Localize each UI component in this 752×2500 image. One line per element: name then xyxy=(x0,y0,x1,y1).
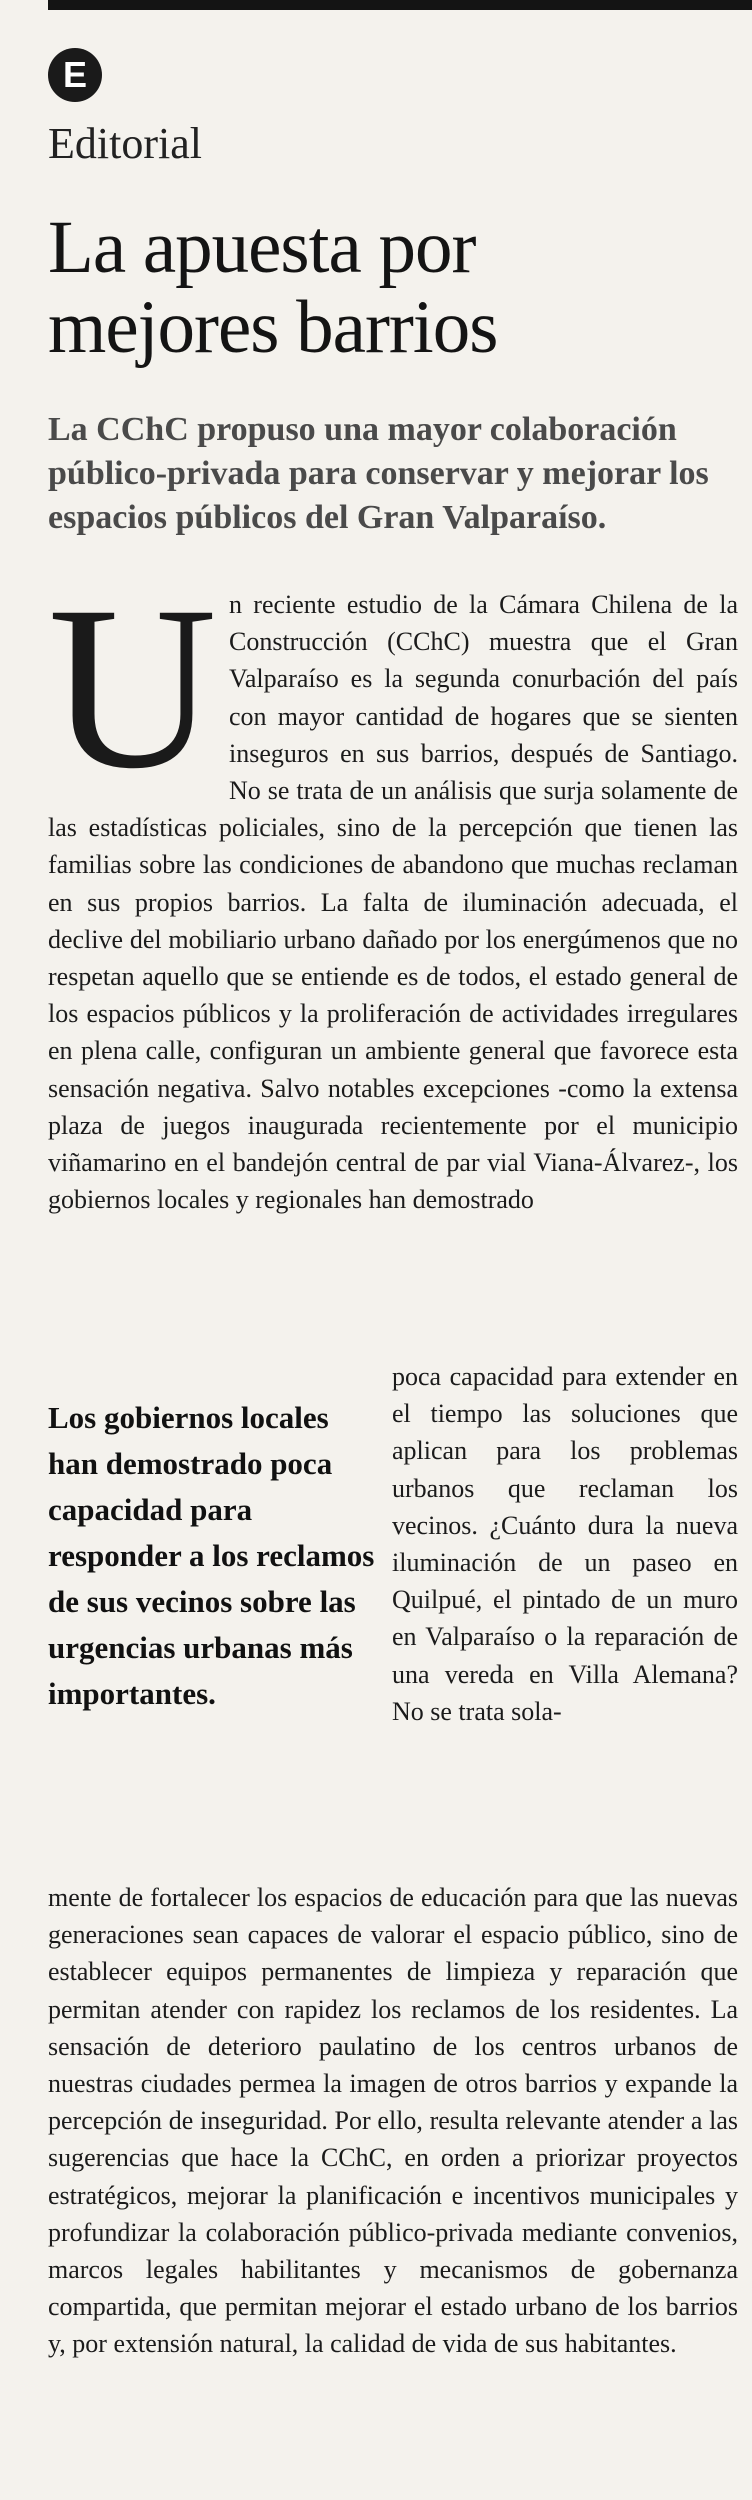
body-intro-text: n reciente estudio de la Cámara Chilena de la Construcción (CChC) muestra que el Gran Valparaíso es la segunda conurbación del país con mayor cantidad de hogares que se sienten inseguros en sus barrios, después de Santiago. No se trata de un análisis que surja solamente de las estadísticas policiales, sino de la percepción que tienen las familias sobre las condiciones de abandono que muchas reclaman en sus propios barrios. La falta de iluminación adecuada, el declive del mobiliario urbano dañado por los energúmenos que no respetan aquello que se entiende es de todos, el estado general de los espacios públicos y la proliferación de actividades irregulares en plena calle, configuran un ambiente general que favorece esta sensación negativa. Salvo notables excepciones -como la extensa plaza de juegos inaugurada recientemente por el municipio viñamarino en el bandejón central de par vial Viana-Álvarez-, los gobiernos locales y regionales han demostrado xyxy=(48,590,738,1215)
title-line-1: La apuesta por xyxy=(48,206,476,289)
editorial-badge-icon: E xyxy=(48,48,102,102)
article-subtitle: La CChC propuso una mayor colaboración público-privada para conservar y mejorar los espacios públicos del Gran Valparaíso. xyxy=(48,411,709,536)
body-intro-block xyxy=(48,557,738,1218)
pull-quote: Los gobiernos locales han demostrado poca capacidad para responder a los reclamos de sus vecinos sobre las urgencias urbanas más importantes. xyxy=(48,1400,375,1711)
body-closing-text: mente de fortalecer los espacios de educación para que las nuevas generaciones sean capaces de valorar el espacio público, sino de establecer equipos permanentes de limpieza y reparación que permitan atender con rapidez los reclamos de los residentes. La sensación de deterioro paulatino de los centros urbanos de nuestras ciudades permea la imagen de otros barrios y expande la percepción de inseguridad. Por ello, resulta relevante atender a las sugerencias que hace la CChC, en orden a priorizar proyectos estratégicos, mejorar la planificación e incentivos municipales y profundizar la colaboración público-privada mediante convenios, marcos legales habilitantes y mecanismos de gobernanza compartida, que permitan mejorar el estado urbano de los barrios y, por extensión natural, la calidad de vida de sus habitantes. xyxy=(48,1883,738,2359)
drop-cap: U xyxy=(48,557,217,817)
body-side-column xyxy=(392,1358,738,1730)
section-label: Editorial xyxy=(48,119,202,168)
top-rule xyxy=(48,0,752,10)
article-title xyxy=(48,208,497,368)
body-closing-block xyxy=(48,1879,738,2363)
body-side-text: poca capacidad para extender en el tiempo las soluciones que aplican para los problemas urbanos que reclaman los vecinos. ¿Cuánto dura la nueva iluminación de un paseo en Quilpué, el pintado de un muro en Valparaíso o la reparación de una vereda en Villa Alemana? No se trata sola- xyxy=(392,1362,738,1726)
title-line-2: mejores barrios xyxy=(48,286,498,369)
